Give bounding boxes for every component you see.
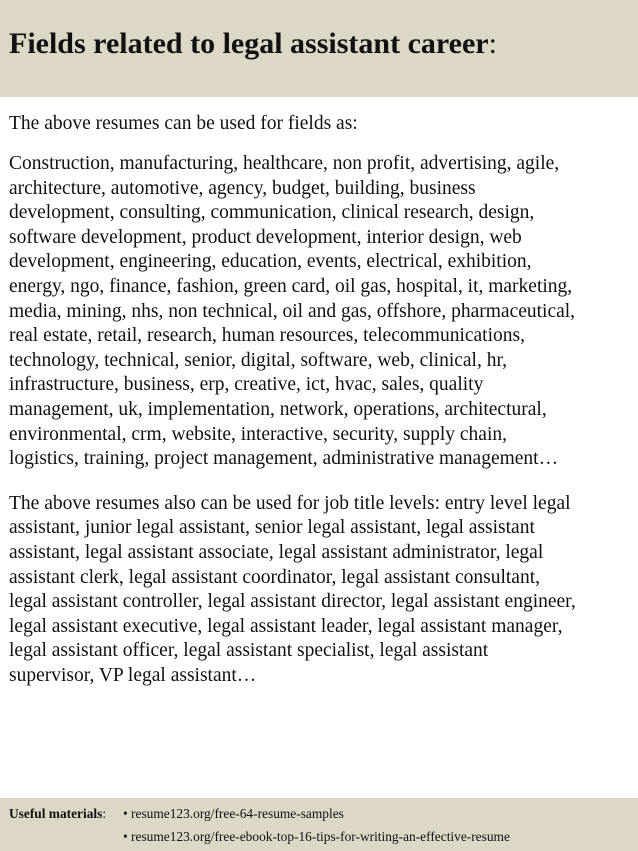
job-levels-line: assistant, legal assistant associate, legal assistant administrator, legal <box>9 541 544 563</box>
job-levels-line: legal assistant controller, legal assistant director, legal assistant engineer, <box>9 591 576 613</box>
fields-line: infrastructure, business, erp, creative, ict, hvac, sales, quality <box>9 374 484 396</box>
job-levels-line: The above resumes also can be used for job title levels: entry level legal <box>9 492 571 514</box>
fields-line: software development, product development, interior design, web <box>9 226 522 248</box>
fields-line: environmental, crm, website, interactive, security, supply chain, <box>9 423 507 445</box>
fields-line: architecture, automotive, agency, budget, building, business <box>9 177 476 199</box>
page-title-text: Fields related to legal assistant career <box>9 27 489 60</box>
main-content <box>9 112 633 688</box>
job-levels-paragraph <box>9 492 633 689</box>
fields-line: development, consulting, communication, clinical research, design, <box>9 202 535 224</box>
fields-line: management, uk, implementation, network, operations, architectural, <box>9 398 547 420</box>
page-title-colon: : <box>488 27 497 60</box>
fields-line: real estate, retail, research, human resources, telecommunications, <box>9 325 525 347</box>
fields-paragraph <box>9 152 633 472</box>
job-levels-line: assistant, junior legal assistant, senior legal assistant, legal assistant <box>9 517 535 539</box>
useful-materials-label-text: Useful materials <box>9 806 103 821</box>
job-levels-line: legal assistant executive, legal assistant leader, legal assistant manager, <box>9 615 563 637</box>
job-levels-line: assistant clerk, legal assistant coordinator, legal assistant consultant, <box>9 566 541 588</box>
ebook-tips-link[interactable]: • resume123.org/free-ebook-top-16-tips-for-writing-an-effective-resume <box>123 829 510 844</box>
page-title <box>9 26 497 62</box>
job-levels-line: legal assistant officer, legal assistant specialist, legal assistant <box>9 640 489 662</box>
fields-line: development, engineering, education, events, electrical, exhibition, <box>9 251 532 273</box>
fields-line: Construction, manufacturing, healthcare, non profit, advertising, agile, <box>9 153 560 174</box>
fields-line: logistics, training, project management, administrative management… <box>9 448 559 470</box>
useful-materials-label <box>9 805 106 822</box>
job-levels-line: supervisor, VP legal assistant… <box>9 664 257 686</box>
fields-line: technology, technical, senior, digital, software, web, clinical, hr, <box>9 349 508 371</box>
fields-line: media, mining, nhs, non technical, oil and gas, offshore, pharmaceutical, <box>9 300 576 322</box>
resume-samples-link[interactable]: • resume123.org/free-64-resume-samples <box>123 806 344 821</box>
useful-materials-label-colon: : <box>102 806 107 821</box>
intro-text: The above resumes can be used for fields as: <box>9 113 358 134</box>
fields-line: energy, ngo, finance, fashion, green card, oil gas, hospital, it, marketing, <box>9 275 573 297</box>
